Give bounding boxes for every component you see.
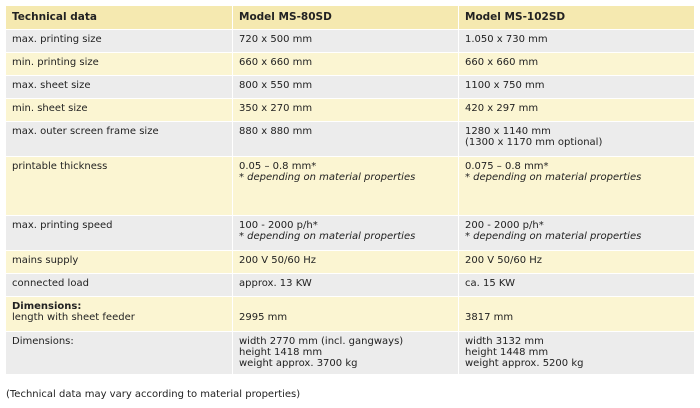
ms102-value — [459, 216, 694, 251]
ms80-value: approx. 13 KW — [233, 274, 459, 297]
ms102-value: 1100 x 750 mm — [459, 76, 694, 99]
ms102-value-note: * depending on material properties — [465, 172, 642, 183]
row-label: min. printing size — [6, 53, 233, 76]
ms80-value — [233, 216, 459, 251]
ms80-value-line: 0.05 – 0.8 mm* — [239, 161, 317, 172]
ms80-value — [233, 157, 459, 216]
ms102-value — [459, 122, 694, 157]
table-row — [6, 30, 694, 53]
footnote: (Technical data may vary according to material properties) — [6, 389, 301, 400]
ms80-height: height 1418 mm — [239, 347, 323, 358]
row-label: max. printing speed — [6, 216, 233, 251]
ms80-value-note: * depending on material properties — [239, 172, 416, 183]
row-label-sub: length with sheet feeder — [12, 312, 135, 323]
row-label-heading: Dimensions: — [12, 301, 82, 312]
ms80-value: 880 x 880 mm — [233, 122, 459, 157]
table-row — [6, 53, 694, 76]
ms80-value: 720 x 500 mm — [233, 30, 459, 53]
header-technical-data: Technical data — [6, 6, 233, 30]
ms102-value: 660 x 660 mm — [459, 53, 694, 76]
row-label: min. sheet size — [6, 99, 233, 122]
ms102-value-note: * depending on material properties — [465, 231, 642, 242]
table-row — [6, 297, 694, 332]
table-row — [6, 332, 694, 375]
ms102-value-line: 200 - 2000 p/h* — [465, 220, 544, 231]
ms102-value-line: 0.075 – 0.8 mm* — [465, 161, 549, 172]
row-label: max. printing size — [6, 30, 233, 53]
ms102-value: 200 V 50/60 Hz — [459, 251, 694, 274]
ms80-value-line: 100 - 2000 p/h* — [239, 220, 318, 231]
ms80-value: 660 x 660 mm — [233, 53, 459, 76]
ms80-value: 800 x 550 mm — [233, 76, 459, 99]
ms102-value: 420 x 297 mm — [459, 99, 694, 122]
row-label: Dimensions: — [6, 332, 233, 375]
table-row — [6, 99, 694, 122]
row-label: mains supply — [6, 251, 233, 274]
ms80-width: width 2770 mm (incl. gangways) — [239, 336, 404, 347]
ms102-value — [459, 332, 694, 375]
ms80-weight: weight approx. 3700 kg — [239, 358, 358, 369]
ms102-value-line: 1280 x 1140 mm — [465, 126, 551, 137]
ms102-weight: weight approx. 5200 kg — [465, 358, 584, 369]
ms80-value-line: 2995 mm — [239, 312, 288, 323]
table-row — [6, 251, 694, 274]
ms102-value-optional: (1300 x 1170 mm optional) — [465, 137, 603, 148]
ms102-height: height 1448 mm — [465, 347, 549, 358]
ms80-value — [233, 297, 459, 332]
ms80-value: 350 x 270 mm — [233, 99, 459, 122]
row-label: max. sheet size — [6, 76, 233, 99]
row-label: max. outer screen frame size — [6, 122, 233, 157]
table-row — [6, 157, 694, 216]
ms102-value: ca. 15 KW — [459, 274, 694, 297]
ms102-value-line: 3817 mm — [465, 312, 514, 323]
ms80-value: 200 V 50/60 Hz — [233, 251, 459, 274]
ms80-value-note: * depending on material properties — [239, 231, 416, 242]
table-row — [6, 76, 694, 99]
table-row — [6, 274, 694, 297]
row-label: printable thickness — [6, 157, 233, 216]
ms102-value: 1.050 x 730 mm — [459, 30, 694, 53]
row-label — [6, 297, 233, 332]
header-model-ms102sd: Model MS-102SD — [459, 6, 694, 30]
table-row — [6, 122, 694, 157]
ms102-value — [459, 297, 694, 332]
ms80-value — [233, 332, 459, 375]
technical-data-table — [6, 6, 694, 375]
table-row — [6, 216, 694, 251]
table-header-row — [6, 6, 694, 30]
row-label: connected load — [6, 274, 233, 297]
header-model-ms80sd: Model MS-80SD — [233, 6, 459, 30]
ms102-value — [459, 157, 694, 216]
ms102-width: width 3132 mm — [465, 336, 544, 347]
